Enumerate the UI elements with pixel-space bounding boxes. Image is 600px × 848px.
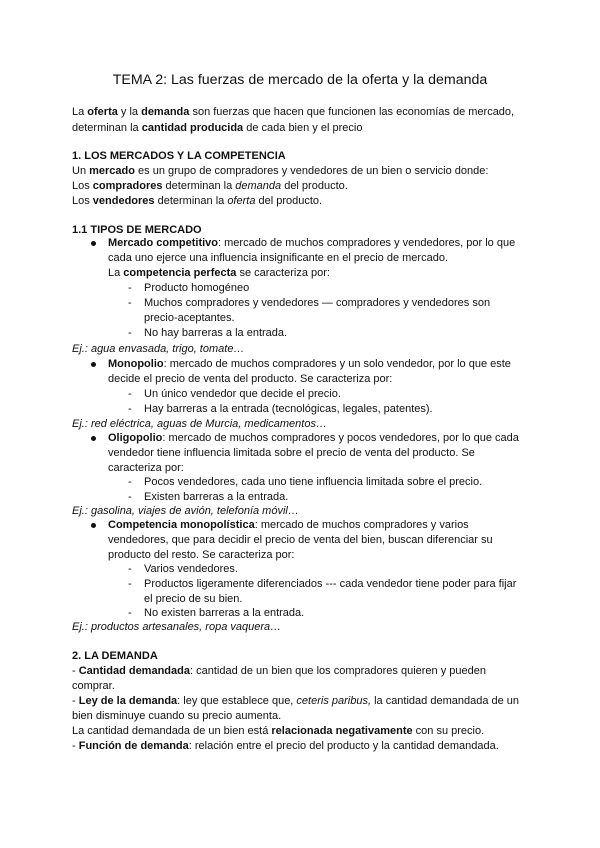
mono-item-2: Hay barreras a la entrada (tecnológicas, legales, patentes). [144,403,433,415]
dash-icon: - [128,282,132,294]
comp-item-2: Muchos compradores y vendedores — compradores y vendedores son [144,297,491,309]
bullet-icon [91,523,96,528]
s2-line-6: - Función de demanda: relación entre el precio del producto y la cantidad demandada. [72,740,499,752]
monop-item-2: Productos ligeramente diferenciados --- cada vendedor tiene poder para fijar [144,578,517,590]
dash-icon: - [128,563,132,575]
s1-line-1: Un mercado es un grupo de compradores y vendedores de un bien o servicio donde: [72,165,489,177]
section-2-heading: 2. LA DEMANDA [72,650,158,662]
oligo-item-1: Pocos vendedores, cada uno tiene influencia limitada sobre el precio. [144,476,483,488]
dash-icon: - [128,327,132,339]
section-1-heading: 1. LOS MERCADOS Y LA COMPETENCIA [72,150,286,162]
monop-line-3: producto del resto. Se caracteriza por: [108,549,295,561]
dash-icon: - [128,476,132,488]
bullet-icon [91,362,96,367]
dash-icon: - [128,607,132,619]
comp-line-3: La competencia perfecta se caracteriza por: [108,267,330,279]
oligo-line-2: vendedor tiene influencia limitada sobre el precio de venta del producto. Se [108,447,475,459]
comp-item-1: Producto homogéneo [144,282,250,294]
s2-line-4: bien disminuye cuando su precio aumenta. [72,710,282,722]
oligo-item-2: Existen barreras a la entrada. [144,491,289,503]
oligo-line-3: caracteriza por: [108,462,184,474]
dash-icon: - [128,403,132,415]
intro-line-1: La oferta y la demanda son fuerzas que hacen que funcionen las economías de mercado, [72,106,515,118]
monop-line-1: Competencia monopolística: mercado de muchos compradores y varios [108,519,469,531]
dash-icon: - [128,491,132,503]
s2-line-2: comprar. [72,680,115,692]
intro-line-2: determinan la cantidad producida de cada bien y el precio [72,122,363,134]
monop-item-2-cont: el precio de su bien. [144,593,243,605]
dash-icon: - [128,297,132,309]
comp-item-2-cont: precio-aceptantes. [144,312,235,324]
comp-item-3: No hay barreras a la entrada. [144,327,288,339]
oligo-example: Ej.: gasolina, viajes de avión, telefonía móvil… [72,505,299,517]
mono-example: Ej.: red eléctrica, aguas de Murcia, medicamentos… [72,418,327,430]
section-1-1-heading: 1.1 TIPOS DE MERCADO [72,224,202,236]
monop-example: Ej.: productos artesanales, ropa vaquera… [72,621,282,633]
bullet-icon [91,241,96,246]
mono-line-1: Monopolio: mercado de muchos compradores y un solo vendedor, por lo que este [108,358,511,370]
s2-line-5: La cantidad demandada de un bien está relacionada negativamente con su precio. [72,725,485,737]
s1-line-3: Los vendedores determinan la oferta del producto. [72,195,323,207]
comp-line-2: cada uno ejerce una influencia insignificante en el precio de mercado. [108,252,448,264]
oligo-line-1: Oligopolio: mercado de muchos compradores y pocos vendedores, por lo que cada [108,432,519,444]
mono-line-2: decide el precio de venta del producto. Se caracteriza por: [108,373,393,385]
comp-example: Ej.: agua envasada, trigo, tomate… [72,343,245,355]
monop-item-3: No existen barreras a la entrada. [144,607,305,619]
s2-line-3: - Ley de la demanda: ley que establece que, ceteris paribus, la cantidad demandada de un [72,695,520,707]
monop-line-2: vendedores, que para decidir el precio de venta del bien, buscan diferenciar su [108,534,493,546]
s1-line-2: Los compradores determinan la demanda del producto. [72,180,348,192]
mono-item-1: Un único vendedor que decide el precio. [144,388,341,400]
bullet-icon [91,436,96,441]
s2-line-1: - Cantidad demandada: cantidad de un bien que los compradores quieren y pueden [72,665,486,677]
dash-icon: - [128,388,132,400]
dash-icon: - [128,578,132,590]
comp-line-1: Mercado competitivo: mercado de muchos compradores y vendedores, por lo que [108,237,516,249]
document-title: TEMA 2: Las fuerzas de mercado de la oferta y la demanda [112,72,488,88]
monop-item-1: Varios vendedores. [144,563,238,575]
